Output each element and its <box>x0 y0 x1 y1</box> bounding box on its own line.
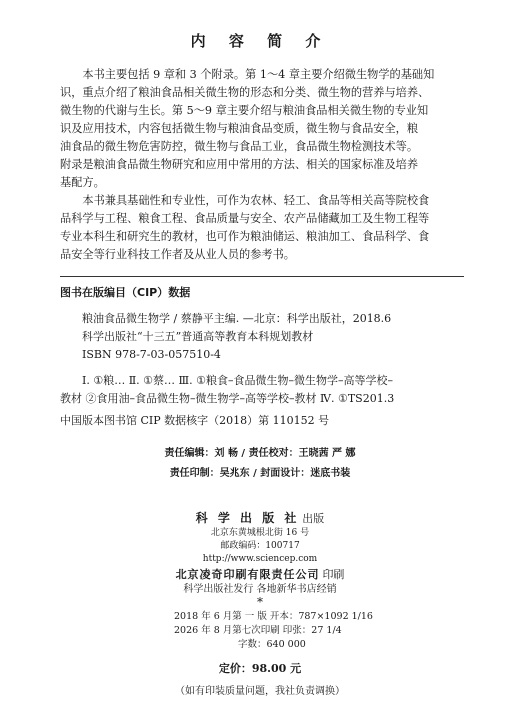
credits-editors: 责任编辑：刘 畅 / 责任校对：王晓茜 严 娜 <box>164 448 356 459</box>
publisher-website: http://www.sciencep.com <box>202 554 318 564</box>
summary-line: 油食品的微生物危害防控，微生物与食品工业，食品微生物检测技术等。 <box>60 140 419 153</box>
section-divider <box>60 276 464 277</box>
credits-printing-design: 责任印制：吴兆东 / 封面设计：迷底书装 <box>169 468 351 479</box>
printer-name: 北京凌奇印刷有限责任公司 <box>175 568 320 581</box>
cip-series-line: 科学出版社“十三五”普通高等教育本科规划教材 <box>82 330 314 343</box>
content-summary <box>60 66 464 264</box>
publisher-postcode: 邮政编码：100717 <box>220 541 300 551</box>
edition-line-2: 2026 年 8 月第七次印刷 印张：27 1/4 <box>174 625 342 636</box>
separator-star: * <box>257 595 263 609</box>
printer-line <box>0 568 520 583</box>
cip-heading: 图书在版编目（CIP）数据 <box>60 286 191 299</box>
publisher-name-line <box>0 512 520 527</box>
quality-note: （如有印装质量问题，我社负责调换） <box>175 686 345 697</box>
cip-class-line-1: Ⅰ. ①粮… Ⅱ. ①蔡… Ⅲ. ①粮食–食品微生物–微生物学–高等学校– <box>82 374 393 387</box>
distribution-line: 科学出版社发行 各地新华书店经销 <box>183 584 337 595</box>
summary-line: 品科学与工程、粮食工程、食品质量与安全、农产品储藏加工及生物工程等 <box>60 212 430 225</box>
summary-line: 本书兼具基础性和专业性，可作为农林、轻工、食品等相关高等院校食 <box>82 194 430 207</box>
publisher-name-suffix: 出版 <box>302 512 325 525</box>
price: 定价：98.00 元 <box>218 662 302 675</box>
cip-class-line-2: 教材 ②食用油–食品微生物–微生物学–高等学校–教材 Ⅳ. ①TS201.3 <box>60 392 395 405</box>
summary-line: 品安全等行业科技工作者及从业人员的参考书。 <box>60 248 295 261</box>
summary-line: 附录是粮油食品微生物研究和应用中常用的方法、相关的国家标准及培养 <box>60 158 419 171</box>
page-title: 内 容 简 介 <box>190 32 330 50</box>
cip-title-line: 粮油食品微生物学 / 蔡静平主编. —北京：科学出版社，2018.6 <box>82 312 392 325</box>
cip-record-line: 中国版本图书馆 CIP 数据核字（2018）第 110152 号 <box>60 414 330 427</box>
summary-line: 基配方。 <box>60 176 105 189</box>
publisher-address: 北京东黄城根北街 16 号 <box>210 528 310 538</box>
edition-line-3: 字数：640 000 <box>238 639 306 650</box>
summary-line: 识，重点介绍了粮油食品相关微生物的形态和分类、微生物的营养与培养、 <box>60 86 430 99</box>
summary-line: 本书主要包括 9 章和 3 个附录。第 1～4 章主要介绍微生物学的基础知 <box>82 68 435 81</box>
summary-paragraph-2 <box>60 192 464 210</box>
cip-data <box>60 310 470 364</box>
publisher-logo-text: 科 学 出 版 社 <box>195 511 300 525</box>
summary-line: 识及应用技术，内容包括微生物与粮油食品变质，微生物与食品安全，粮 <box>60 122 419 135</box>
cip-classification <box>60 372 470 408</box>
publisher-info <box>0 512 520 609</box>
summary-line: 专业本科生和研究生的教材，也可作为粮油储运、粮油加工、食品科学、食 <box>60 230 430 243</box>
printer-suffix: 印刷 <box>322 568 345 581</box>
summary-line: 微生物的代谢与生长。第 5～9 章主要介绍与粮油食品相关微生物的专业知 <box>60 104 429 117</box>
edition-line-1: 2018 年 6 月第 一 版 开本：787×1092 1/16 <box>174 611 373 622</box>
cip-record <box>60 412 470 430</box>
cip-isbn-line: ISBN 978-7-03-057510-4 <box>82 348 221 361</box>
edition-info <box>174 610 394 652</box>
summary-paragraph-1 <box>60 66 464 84</box>
